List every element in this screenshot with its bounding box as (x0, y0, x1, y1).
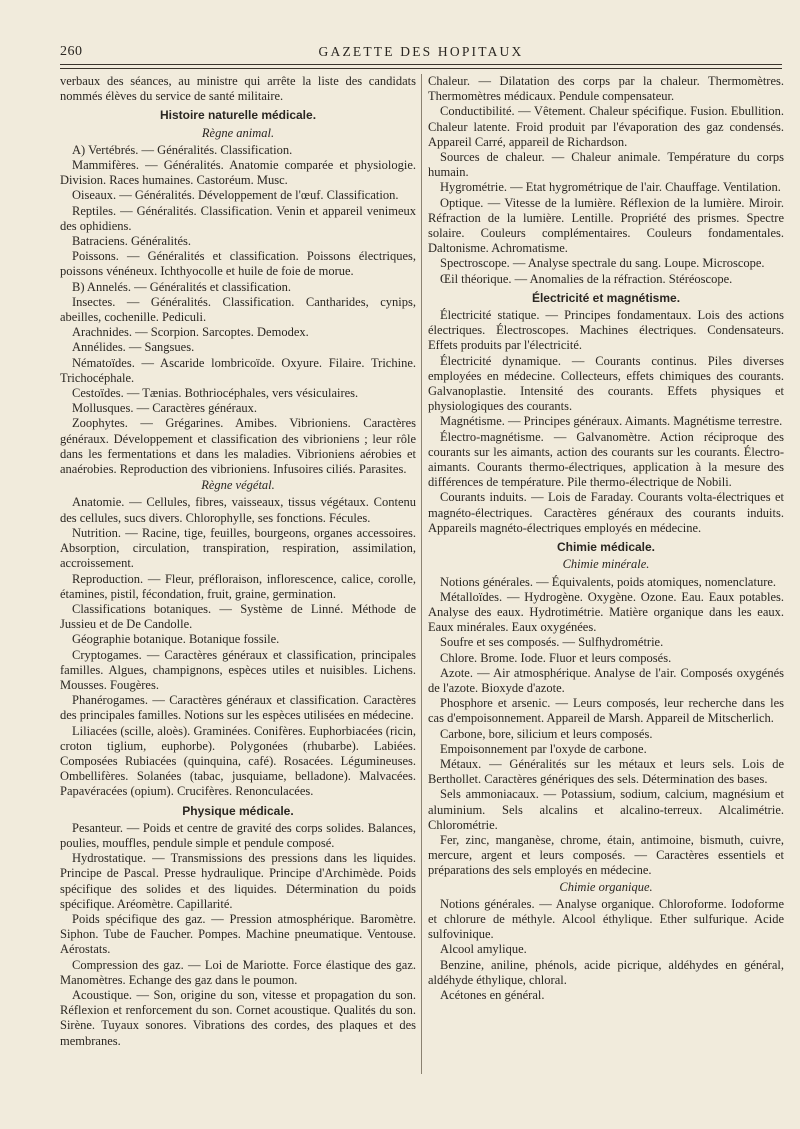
paragraph: Hygrométrie. — Etat hygrométrique de l'air. Chauffage. Ventilation. (440, 180, 781, 195)
subsection-heading: Règne animal. (201, 125, 275, 140)
paragraph: Cestoïdes. — Tænias. Bothriocéphales, vers vésiculaires. (72, 386, 359, 401)
header-rule (60, 64, 782, 69)
paragraph: Pesanteur. — Poids et centre de gravité des corps solides. Balances, poulies, mouffles, pendule simple et pendule composé. (60, 820, 416, 850)
paragraph: Phanérogames. — Caractères généraux et classification. Caractères des principales familles. Notions sur les espèces utilisées en médecine. (60, 693, 416, 723)
paragraph: Empoisonnement par l'oxyde de carbone. (440, 741, 647, 756)
subsection-heading: Chimie minérale. (562, 557, 650, 572)
paragraph: Nématoïdes. — Ascaride lombricoïde. Oxyure. Filaire. Trichine. Trichocéphale. (60, 355, 416, 385)
paragraph: Annélides. — Sangsues. (72, 340, 195, 355)
paragraph: Poissons. — Généralités et classification. Poissons électriques, poissons vénéneux. Ichthyocolle et huile de foie de morue. (60, 249, 416, 279)
paragraph: Azote. — Air atmosphérique. Analyse de l'air. Composés oxygénés de l'azote. Bioxyde d'azote. (428, 665, 784, 695)
paragraph: Notions générales. — Équivalents, poids atomiques, nomenclature. (440, 574, 777, 589)
left-column (60, 74, 416, 1049)
paragraph: Acétones en général. (440, 987, 545, 1002)
paragraph: Métaux. — Généralités sur les métaux et leurs sels. Lois de Berthollet. Caractères génériques des sels. Détermination des bases. (428, 756, 784, 787)
paragraph: Cryptogames. — Caractères généraux et classification, principales familles. Algues, champignons, espèces utiles et nuisibles. Lichens. Mousses. Fougères. (60, 647, 416, 692)
section-heading: Histoire naturelle médicale. (159, 108, 317, 123)
paragraph: Liliacées (scille, aloès). Graminées. Conifères. Euphorbiacées (ricin, croton tiglium, euphorbe). Polygonées (rhubarbe). Labiées. Composées Rubiacées (quinquina, café). Rosacées. Légumineuses. Ombellifères. Solanées (tabac, jusquiame, belladone). Malvacées. Papavéracées (opium). Crucifères. Renonculacées. (60, 723, 416, 799)
right-column (428, 74, 784, 1003)
section-heading: Électricité et magnétisme. (531, 290, 681, 305)
paragraph: Poids spécifique des gaz. — Pression atmosphérique. Baromètre. Siphon. Tube de Faucher. Pompes. Machine pneumatique. Ventouse. Aérostats. (60, 911, 416, 957)
paragraph: Conductibilité. — Vêtement. Chaleur spécifique. Fusion. Ebullition. Chaleur latente. Froid produit par l'évaporation des gaz condensés. Appareil Carré, appareil de Richardson. (428, 104, 784, 149)
paragraph: Alcool amylique. (440, 942, 527, 957)
subsection-heading: Chimie organique. (559, 879, 653, 894)
paragraph: Arachnides. — Scorpion. Sarcoptes. Demodex. (72, 325, 309, 340)
paragraph: Spectroscope. — Analyse spectrale du sang. Loupe. Microscope. (440, 256, 765, 271)
paragraph: Sels ammoniacaux. — Potassium, sodium, calcium, magnésium et aluminium. Sels alcalins et alcalino-terreux. Alcalimétrie. Chlorométrie. (428, 787, 784, 832)
paragraph: Nutrition. — Racine, tige, feuilles, bourgeons, organes accessoires. Absorption, circulation, transpiration, respiration, assimilation, accroissement. (60, 525, 416, 571)
running-head (60, 44, 782, 62)
paragraph: Zoophytes. — Grégarines. Amibes. Vibrioniens. Caractères généraux. Développement et classification des vibrioniens ; leur rôle dans les fermentations et dans les maladies. Vibrioniens aérobies et anaérobies. Reproduction des vibrioniens. Infusoires ciliés. Parasites. (60, 416, 416, 477)
paragraph: Sources de chaleur. — Chaleur animale. Température du corps humain. (428, 150, 784, 180)
paragraph: Mammifères. — Généralités. Anatomie comparée et physiologie. Division. Races humaines. Castoréum. Musc. (60, 158, 416, 188)
paragraph: Batraciens. Généralités. (72, 234, 192, 249)
paragraph: Électricité statique. — Principes fondamentaux. Lois des actions électriques. Électroscopes. Machines électriques. Condensateurs. Effets produits par l'électricité. (428, 308, 784, 353)
column-divider (421, 74, 422, 1074)
page-number: 260 (60, 44, 83, 59)
paragraph: Acoustique. — Son, origine du son, vitesse et propagation du son. Réflexion et renforcement du son. Cornet acoustique. Qualités du son. Sirène. Tuyaux sonores. Vibrations des cordes, des plaques et des membranes. (60, 987, 416, 1048)
paragraph: Classifications botaniques. — Système de Linné. Méthode de Jussieu et de De Candolle. (60, 601, 416, 632)
paragraph: Géographie botanique. Botanique fossile. (72, 632, 280, 647)
paragraph: Hydrostatique. — Transmissions des pressions dans les liquides. Principe de Pascal. Presse hydraulique. Principe d'Archimède. Poids spécifique des solides et des liquides. Détermination du poids spécifique. Aréomètre. Capillarité. (60, 851, 416, 911)
paragraph: Insectes. — Généralités. Classification. Cantharides, cynips, abeilles, cochenille. Pediculi. (60, 294, 416, 325)
paragraph: Benzine, aniline, phénols, acide picrique, aldéhydes en général, aldéhyde éthylique, chloral. (428, 957, 784, 987)
section-heading: Chimie médicale. (556, 540, 656, 555)
paragraph: Chaleur. — Dilatation des corps par la chaleur. Thermomètres. Thermomètres médicaux. Pendule compensateur. (428, 74, 784, 104)
paragraph: verbaux des séances, au ministre qui arrête la liste des candidats nommés élèves du service de santé militaire. (60, 74, 416, 104)
subsection-heading: Règne végétal. (201, 478, 275, 493)
paragraph: Reproduction. — Fleur, préfloraison, inflorescence, calice, corolle, étamines, pistil, fécondation, fruit, graine, germination. (60, 571, 416, 601)
paragraph: Carbone, bore, silicium et leurs composés. (440, 726, 653, 741)
paragraph: Électricité dynamique. — Courants continus. Piles diverses employées en médecine. Collecteurs, effets chimiques des courants. Galvanoplastie. Intensité des courants. Effets physiques et physiologiques des courants. (428, 353, 784, 414)
paragraph: Compression des gaz. — Loi de Mariotte. Force élastique des gaz. Manomètres. Echange des gaz dans le poumon. (60, 957, 416, 987)
paragraph: A) Vertébrés. — Généralités. Classification. (72, 142, 293, 157)
paragraph: Reptiles. — Généralités. Classification. Venin et appareil venimeux des ophidiens. (60, 203, 416, 233)
paragraph: Mollusques. — Caractères généraux. (72, 401, 258, 416)
paragraph: Œil théorique. — Anomalies de la réfraction. Stéréoscope. (440, 271, 733, 286)
paragraph: Notions générales. — Analyse organique. Chloroforme. Iodoforme et chlorure de méthyle. Alcool éthylique. Ether sulfurique. Acide sulfovinique. (428, 896, 784, 942)
section-heading: Physique médicale. (182, 803, 294, 818)
paragraph: Soufre et ses composés. — Sulfhydrométrie. (440, 635, 664, 650)
paragraph: Optique. — Vitesse de la lumière. Réflexion de la lumière. Miroir. Réfraction de la lumière. Lentille. Propriété des prismes. Spectre solaire. Couleurs complémentaires. Couleurs fondamentales. Daltonisme. Achromatisme. (428, 195, 784, 256)
paragraph: Anatomie. — Cellules, fibres, vaisseaux, tissus végétaux. Contenu des cellules, sucs divers. Chlorophylle, ses fonctions. Fécules. (60, 495, 416, 525)
paragraph: Magnétisme. — Principes généraux. Aimants. Magnétisme terrestre. (440, 414, 783, 429)
paragraph: Métalloïdes. — Hydrogène. Oxygène. Ozone. Eau. Eaux potables. Analyse des eaux. Hydrotimétrie. Matière organique dans les eaux. Eaux minérales. Eaux oxygénées. (428, 589, 784, 635)
paragraph: B) Annelés. — Généralités et classification. (72, 279, 292, 294)
journal-title: GAZETTE DES HOPITAUX (318, 44, 524, 59)
paragraph: Phosphore et arsenic. — Leurs composés, leur recherche dans les cas d'empoisonnement. Appareil de Marsh. Appareil de Mitscherlich. (428, 696, 784, 726)
paragraph: Chlore. Brome. Iode. Fluor et leurs composés. (440, 650, 672, 665)
paragraph: Électro-magnétisme. — Galvanomètre. Action réciproque des courants sur les aimants, action des courants sur les courants. Électro-aimants. Courants thermo-électriques, application à la mesure des différences de température. Pile thermo-électrique de Nobili. (428, 429, 784, 490)
paragraph: Courants induits. — Lois de Faraday. Courants volta-électriques et magnéto-électriques. Caractères généraux des courants induits. Appareils magnéto-électriques employés en médecine. (428, 490, 784, 535)
paragraph: Fer, zinc, manganèse, chrome, étain, antimoine, bismuth, cuivre, mercure, argent et leurs composés. — Caractères essentiels et préparations des sels employés en médecine. (428, 832, 784, 878)
paragraph: Oiseaux. — Généralités. Développement de l'œuf. Classification. (72, 188, 399, 203)
